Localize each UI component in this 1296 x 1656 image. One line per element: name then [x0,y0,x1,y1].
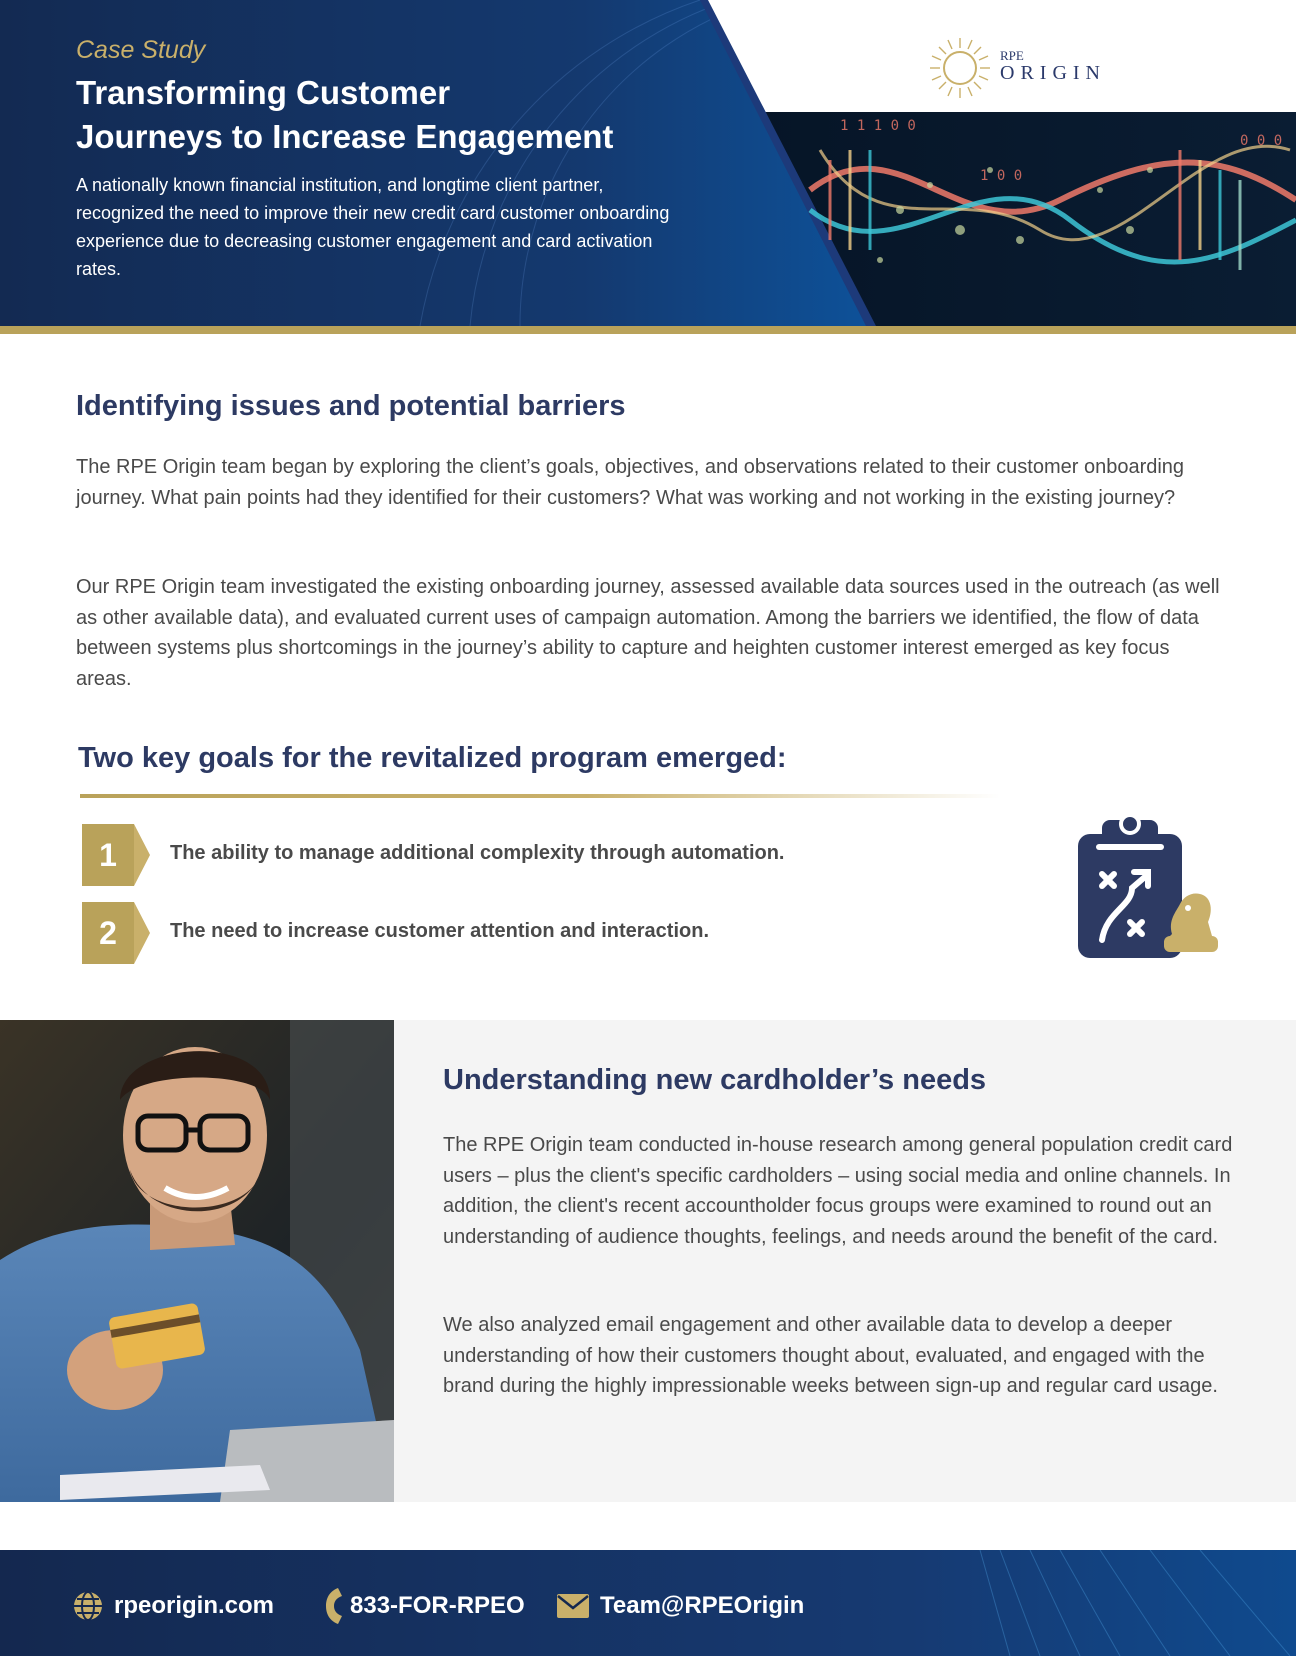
email-link[interactable] [556,1590,804,1622]
website-link[interactable] [72,1590,274,1622]
globe-icon [72,1590,104,1622]
phone-icon [324,1586,346,1626]
goal-item [82,902,932,964]
issues-paragraph-2: Our RPE Origin team investigated the existing onboarding journey, assessed available data sources used in the outreach (as well as other available data), and evaluated current uses of campaign automation. Among the barriers we identified, the flow of data between systems plus shortcomings in the journey’s ability to capture and heighten customer interest emerged as key focus areas. [76,576,1220,690]
goal-text: The ability to manage additional complexity through automation. [170,842,785,864]
needs-paragraph-2: We also analyzed email engagement and other available data to develop a deeper understanding of how their customers thought about, evaluated, and engaged with the brand during the highly impressionable weeks between sign-up and regular card usage. [443,1314,1218,1397]
goal-arrow-tab [134,902,150,964]
strategy-clipboard-chess-icon [1072,812,1222,962]
footer-bar [0,1550,1296,1656]
goal-number-badge: 1 [82,824,134,886]
svg-text:0 0 0: 0 0 0 [1240,133,1283,149]
sun-emblem-icon [928,36,992,100]
page-title [76,71,676,159]
goal-item [82,824,932,886]
eyebrow-label: Case Study [76,36,206,64]
envelope-icon [556,1593,590,1619]
goal-text: The need to increase customer attention and interaction. [170,920,709,942]
needs-heading: Understanding new cardholder’s needs [443,1064,987,1096]
logo-rpe-text: RPE [1000,48,1024,63]
goals-heading: Two key goals for the revitalized program emerged: [78,742,787,774]
header-banner [0,0,1296,326]
goal-arrow-tab [134,824,150,886]
svg-text:1 1 1 0 0: 1 1 1 0 0 [840,118,916,134]
phone-link[interactable] [324,1590,525,1622]
email-label: Team@RPEOrigin [600,1592,805,1619]
logo-origin-text: ORIGIN [1000,62,1106,84]
svg-text:1 0 0: 1 0 0 [980,168,1023,184]
phone-label: 833-FOR-RPEO [350,1592,525,1619]
issues-paragraph-1: The RPE Origin team began by exploring the client’s goals, objectives, and observations related to their customer onboarding journey. What pain points had they identified for their customers? What was working and not working in the existing journey? [76,456,1185,509]
rpe-origin-logo [928,34,1148,104]
website-label: rpeorigin.com [114,1592,275,1619]
header-divider [0,326,1296,334]
title-line-1: Transforming Customer [76,74,451,111]
goals-divider [80,794,1000,798]
title-line-2: Journeys to Increase Engagement [76,118,614,155]
intro-paragraph: A nationally known financial institution, and longtime client partner, recognized the need to improve their new credit card customer onboarding experience due to decreasing customer engagement and card activation rates. [76,175,670,279]
issues-heading: Identifying issues and potential barriers [76,390,626,422]
needs-paragraph-1: The RPE Origin team conducted in-house research among general population credit card users – plus the client's specific cardholders – using social media and online channels. In addition, the client's recent accountholder focus groups were examined to round out an understanding of audience thoughts, feelings, and needs around the benefit of the card. [443,1134,1233,1248]
smiling-man-holding-credit-card-photo [0,1020,394,1502]
goal-number-badge: 2 [82,902,134,964]
